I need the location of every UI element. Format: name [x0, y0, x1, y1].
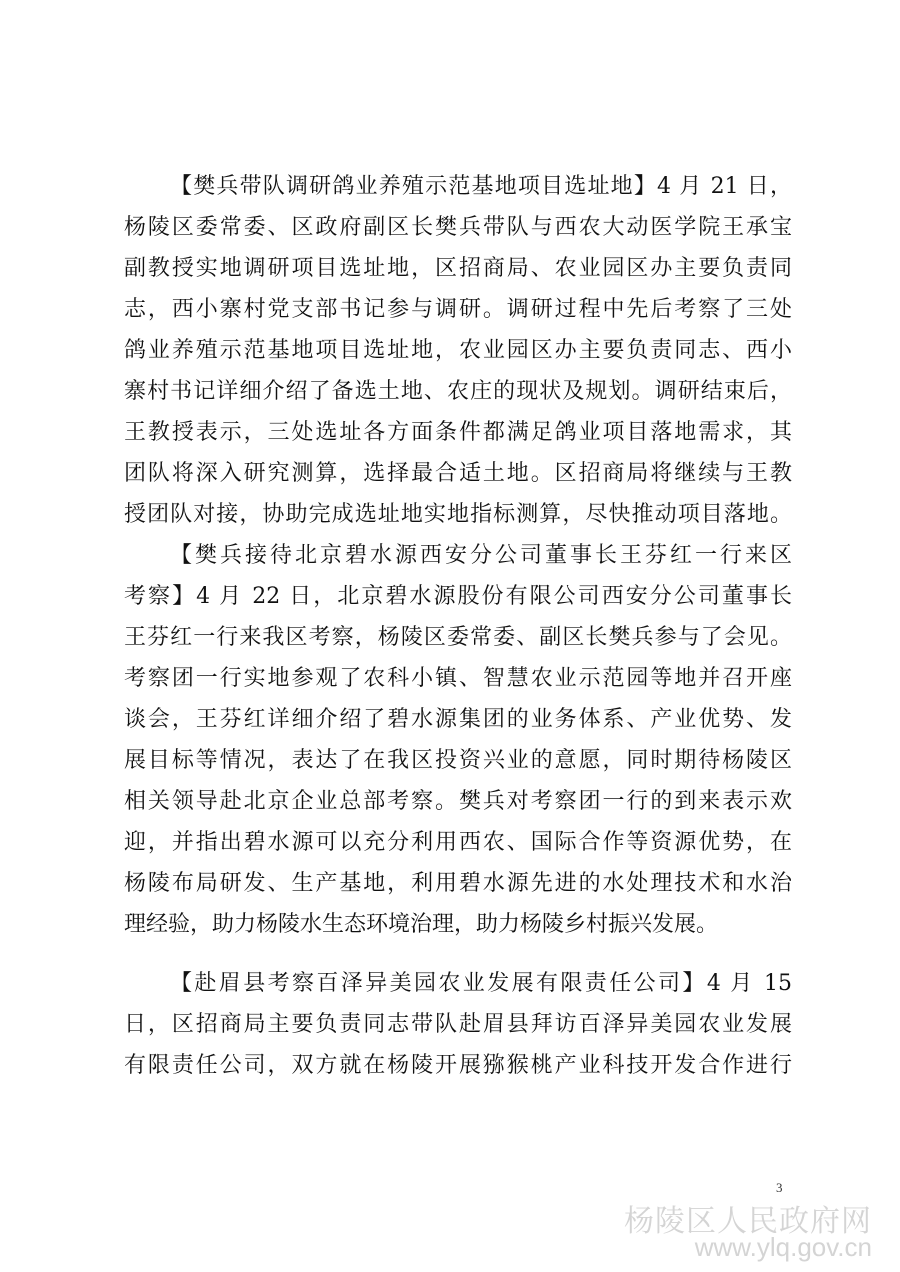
paragraph-2-line-1: 【樊兵接待北京碧水源西安分公司董事长王芬红一行来区 [170, 543, 792, 568]
paragraph-1-line-5: 鸽业养殖示范基地项目选址地，农业园区办主要负责同志、西小 [124, 338, 792, 363]
paragraph-3-line-1: 【赴眉县考察百泽异美园农业发展有限责任公司】4 月 15 [170, 971, 792, 996]
paragraph-1-line-8: 团队将深入研究测算，选择最合适土地。区招商局将继续与王教 [124, 461, 792, 486]
paragraph-1-line-7: 王教授表示，三处选址各方面条件都满足鸽业项目落地需求，其 [124, 420, 792, 445]
paragraph-2-line-2: 考察】4 月 22 日，北京碧水源股份有限公司西安分公司董事长 [124, 584, 792, 609]
page-number: 3 [776, 1180, 783, 1195]
paragraph-1-line-9: 授团队对接，协助完成选址地实地指标测算，尽快推动项目落地。 [124, 502, 792, 527]
watermark-url: www.ylq.gov.cn [694, 1232, 872, 1262]
paragraph-1-line-2: 杨陵区委常委、区政府副区长樊兵带队与西农大动医学院王承宝 [124, 215, 792, 240]
paragraph-1-line-4: 志，西小寨村党支部书记参与调研。调研过程中先后考察了三处 [124, 297, 792, 322]
paragraph-2-line-5: 谈会，王芬红详细介绍了碧水源集团的业务体系、产业优势、发 [124, 707, 792, 732]
paragraph-1-line-1: 【樊兵带队调研鸽业养殖示范基地项目选址地】4 月 21 日， [170, 174, 792, 199]
watermark-site-name: 杨陵区人民政府网 [624, 1204, 872, 1239]
paragraph-2-line-10: 理经验，助力杨陵水生态环境治理，助力杨陵乡村振兴发展。 [124, 912, 719, 937]
paragraph-2-line-6: 展目标等情况，表达了在我区投资兴业的意愿，同时期待杨陵区 [124, 748, 792, 773]
paragraph-2-line-4: 考察团一行实地参观了农科小镇、智慧农业示范园等地并召开座 [124, 666, 792, 691]
paragraph-2-line-7: 相关领导赴北京企业总部考察。樊兵对考察团一行的到来表示欢 [124, 789, 792, 814]
paragraph-2-line-9: 杨陵布局研发、生产基地，利用碧水源先进的水处理技术和水治 [124, 871, 792, 896]
paragraph-3-line-2: 日，区招商局主要负责同志带队赴眉县拜访百泽异美园农业发展 [124, 1012, 792, 1037]
paragraph-1-line-6: 寨村书记详细介绍了备选土地、农庄的现状及规划。调研结束后， [124, 379, 792, 404]
paragraph-1-line-3: 副教授实地调研项目选址地，区招商局、农业园区办主要负责同 [124, 256, 792, 281]
paragraph-3-line-3: 有限责任公司，双方就在杨陵开展猕猴桃产业科技开发合作进行 [124, 1053, 792, 1078]
paragraph-2-line-8: 迎，并指出碧水源可以充分利用西农、国际合作等资源优势，在 [124, 830, 792, 855]
paragraph-2-line-3: 王芬红一行来我区考察，杨陵区委常委、副区长樊兵参与了会见。 [124, 625, 792, 650]
